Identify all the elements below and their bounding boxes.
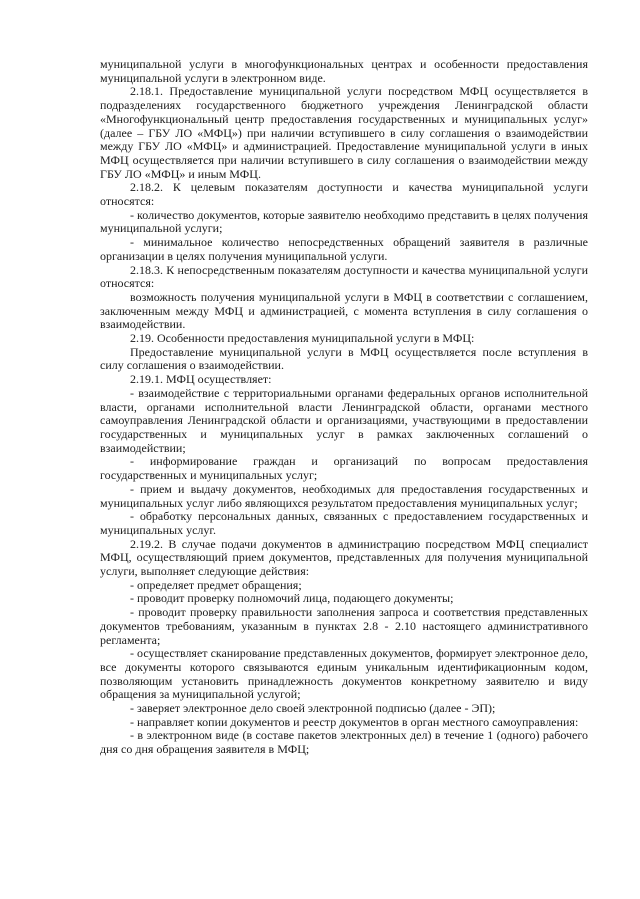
list-item: - информирование граждан и организаций по вопросам предоставления государственных и муниципальных услуг; [100, 454, 588, 483]
list-item: - проводит проверку правильности заполнения запроса и соответствия представленных документов требованиям, указанным в пунктах 2.8 - 2.10 настоящего административного регламента; [100, 605, 588, 647]
list-item: - взаимодействие с территориальными органами федеральных органов исполнительной власти, органами исполнительной власти Ленинградской области, органами местного самоуправления Ленинградской области и организациями, участвующими в предоставлении государственных и муниципальных услуг в рамках заключенных соглашений о взаимодействии; [100, 385, 588, 455]
paragraph: 2.19.2. В случае подачи документов в администрацию посредством МФЦ специалист МФЦ, осуществляющий прием документов, представленных для получения муниципальной услуги, выполняет следующие действия: [100, 536, 588, 579]
list-item: - прием и выдачу документов, необходимых для предоставления государственных и муниципальных услуг либо являющихся результатом предоставления муниципальных услуг; [100, 481, 588, 510]
paragraph: возможность получения муниципальной услуги в МФЦ в соответствии с соглашением, заключенным между МФЦ и администрацией, с момента вступления в силу соглашения о взаимодействии. [100, 289, 588, 332]
list-item: - проводит проверку полномочий лица, подающего документы; [130, 591, 454, 606]
paragraph: 2.18.2. К целевым показателям доступности и качества муниципальной услуги относятся: [100, 180, 588, 209]
list-item: - количество документов, которые заявителю необходимо представить в целях получения муниципальной услуги; [100, 207, 588, 236]
paragraph: Предоставление муниципальной услуги в МФЦ осуществляется после вступления в силу соглашения о взаимодействии. [100, 344, 588, 373]
paragraph: муниципальной услуги в многофункциональных центрах и особенности предоставления муниципальной услуги в электронном виде. [100, 57, 588, 85]
list-item: - определяет предмет обращения; [130, 577, 302, 592]
section-heading: 2.19. Особенности предоставления муниципальной услуги в МФЦ: [130, 331, 475, 346]
paragraph: 2.19.1. МФЦ осуществляет: [130, 372, 272, 387]
list-item: - в электронном виде (в составе пакетов электронных дел) в течение 1 (одного) рабочего дня со дня обращения заявителя в МФЦ; [100, 728, 588, 757]
list-item: - направляет копии документов и реестр документов в орган местного самоуправления: [130, 714, 579, 729]
document-page [100, 58, 588, 757]
list-item: - минимальное количество непосредственных обращений заявителя в различные организации в целях получения муниципальной услуги. [100, 235, 588, 263]
list-item: - осуществляет сканирование представленных документов, формирует электронное дело, все документы которого связываются единым уникальным идентификационным кодом, позволяющим установить принадлежность документов конкретному заявителю и виду обращения за муниципальной услугой; [100, 646, 588, 702]
list-item: - заверяет электронное дело своей электронной подписью (далее - ЭП); [130, 701, 496, 716]
paragraph: 2.18.3. К непосредственным показателям доступности и качества муниципальной услуги относятся: [100, 262, 588, 291]
list-item: - обработку персональных данных, связанных с предоставлением государственных и муниципальных услуг. [100, 509, 588, 537]
paragraph: 2.18.1. Предоставление муниципальной услуги посредством МФЦ осуществляется в подразделениях государственного бюджетного учреждения Ленинградской области «Многофункциональный центр предоставления государственных и муниципальных услуг» (далее – ГБУ ЛО «МФЦ») при наличии вступившего в силу соглашения о взаимодействии между ГБУ ЛО «МФЦ» и администрацией. Предоставление муниципальной услуги в иных МФЦ осуществляется при наличии вступившего в силу соглашения о взаимодействии между ГБУ ЛО «МФЦ» и иным МФЦ. [100, 84, 588, 181]
